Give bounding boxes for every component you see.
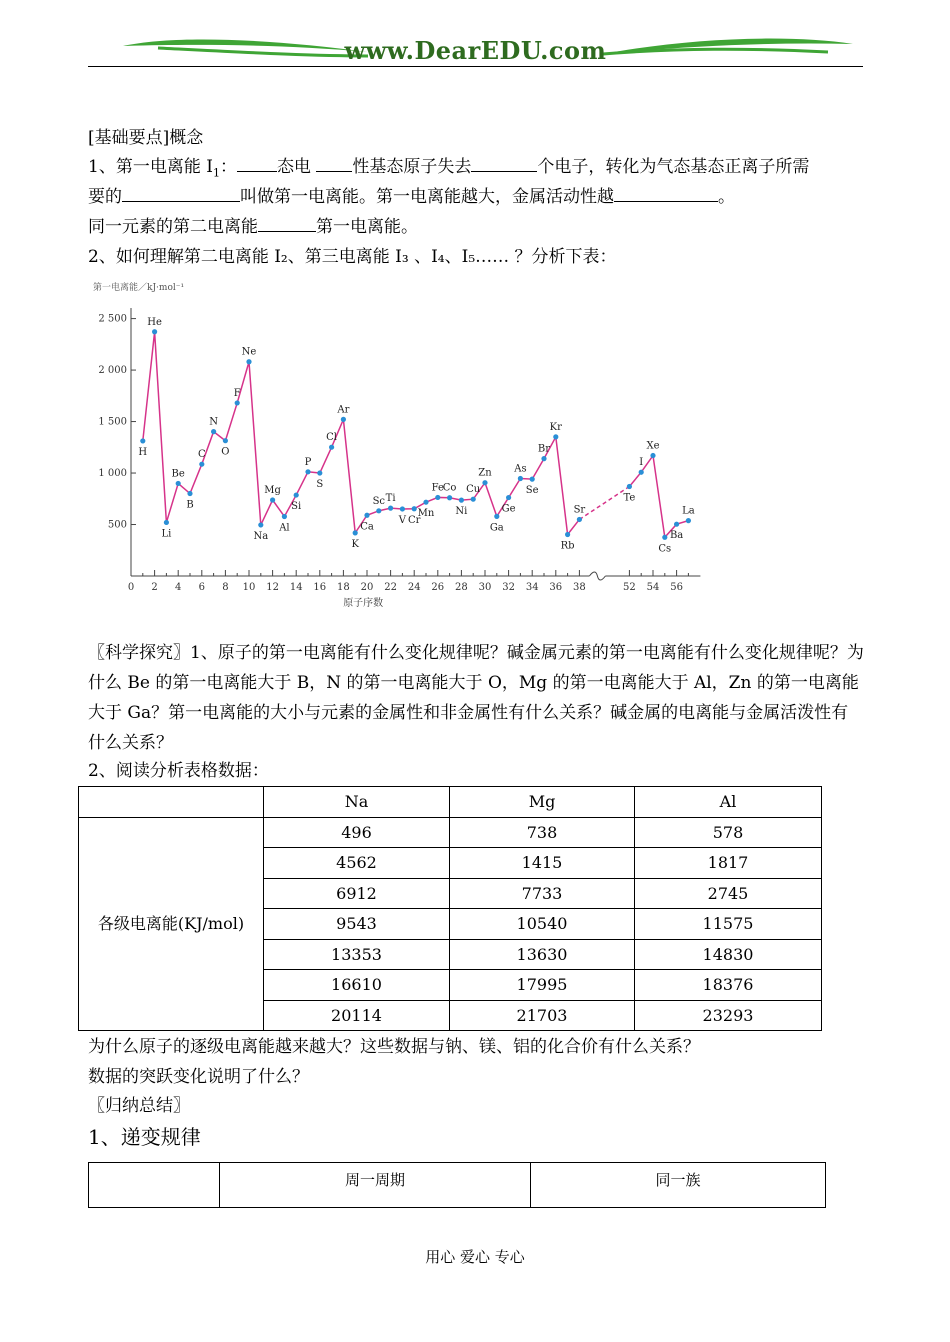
- point-label: N: [209, 416, 218, 428]
- ionization-energy-chart: [88, 278, 708, 618]
- x-tick-label: 16: [313, 582, 327, 593]
- y-tick-label: 500: [107, 519, 127, 531]
- data-point: [435, 495, 440, 500]
- table-cell: 1415: [450, 848, 635, 879]
- header-cell: Al: [635, 787, 822, 818]
- text: 1、第一电离能 I: [88, 157, 213, 177]
- header-cell: [79, 787, 264, 818]
- data-point: [364, 513, 369, 518]
- point-label: Ge: [501, 503, 516, 515]
- data-point: [258, 522, 263, 527]
- series-line-dashed: [579, 487, 629, 520]
- table-cell: 11575: [635, 909, 822, 940]
- table-cell: 2745: [635, 878, 822, 909]
- x-tick-label: 52: [623, 582, 636, 593]
- x-tick-label: 22: [384, 582, 397, 593]
- x-tick-label: 10: [242, 582, 256, 593]
- table-cell: 738: [450, 817, 635, 848]
- x-tick-label: 28: [455, 582, 468, 593]
- y-tick-label: 2 000: [98, 365, 127, 377]
- point-label: S: [316, 479, 324, 491]
- data-point: [211, 429, 216, 434]
- data-point: [627, 484, 632, 489]
- ionization-table: [78, 786, 822, 1031]
- trend-subtitle: 1、递变规律: [88, 1125, 201, 1149]
- trend-table: [88, 1162, 826, 1208]
- data-point: [447, 495, 452, 500]
- point-label: Mg: [264, 485, 281, 497]
- question-jump: 数据的突跃变化说明了什么？: [88, 1067, 309, 1087]
- table-cell: 7733: [450, 878, 635, 909]
- table-cell: 578: [635, 817, 822, 848]
- science-inquiry-paragraph: 〖科学探究〗1、原子的第一电离能有什么变化规律呢？碱金属元素的第一电离能有什么变化规律呢？为什么 Be 的第一电离能大于 B，N 的第一电离能大于 O，Mg 的第一电离能大于 Al，Zn 的第一电离能大于 Ga？第一电离能的大小与元素的金属性和非金属性有什么关系？碱金属的电离能与金属活泼性有什么关系？: [88, 643, 864, 753]
- data-point: [565, 532, 570, 537]
- fill-blank[interactable]: [258, 213, 316, 232]
- text: ：: [219, 157, 237, 177]
- data-point: [376, 508, 381, 513]
- x-axis-label: 原子序数: [343, 598, 384, 609]
- point-label: Al: [279, 522, 290, 534]
- point-label: F: [233, 387, 241, 399]
- data-point: [246, 359, 251, 364]
- table-cell: 23293: [635, 1000, 822, 1031]
- x-tick-label: 36: [549, 582, 563, 593]
- data-point: [639, 470, 644, 475]
- data-point: [305, 469, 310, 474]
- site-logo-text[interactable]: www.DearEDU.com: [344, 36, 607, 65]
- data-point: [140, 438, 145, 443]
- point-label: Br: [537, 443, 551, 455]
- data-point: [553, 434, 558, 439]
- header-cell: 周一周期: [220, 1163, 531, 1208]
- table-row: [79, 817, 822, 848]
- point-label: La: [682, 505, 695, 517]
- text: 个电子，转化为气态基态正离子所需: [537, 157, 810, 177]
- header-cell: [89, 1163, 220, 1208]
- x-tick-label: 4: [175, 582, 182, 593]
- point-label: Li: [161, 528, 172, 540]
- point-label: He: [147, 316, 162, 328]
- point-label: Te: [623, 492, 636, 504]
- data-point: [282, 514, 287, 519]
- data-point: [341, 417, 346, 422]
- data-point: [662, 535, 667, 540]
- data-point: [176, 481, 181, 486]
- point-label: C: [197, 449, 206, 461]
- table-header-row: [79, 787, 822, 818]
- x-axis-break: [589, 572, 605, 580]
- text: 要的: [88, 187, 122, 207]
- text: 态电: [276, 157, 317, 177]
- point-label: Cr: [407, 514, 421, 526]
- point-label: Ca: [360, 521, 374, 533]
- x-tick-label: 24: [407, 582, 421, 593]
- data-point: [530, 477, 535, 482]
- table-cell: 4562: [264, 848, 450, 879]
- data-point: [270, 497, 275, 502]
- table-cell: 13630: [450, 939, 635, 970]
- x-tick-label: 8: [222, 582, 229, 593]
- y-tick-label: 1 500: [98, 416, 127, 428]
- page-footer: 用心 爱心 专心: [425, 1248, 525, 1266]
- fill-blank[interactable]: [316, 153, 352, 172]
- table-cell: 20114: [264, 1000, 450, 1031]
- point-label: O: [221, 446, 230, 458]
- text: 叫做第一电离能。第一电离能越大，金属活动性越: [240, 187, 614, 207]
- question-valence: 为什么原子的逐级电离能越来越大？这些数据与钠、镁、铝的化合价有什么关系？: [88, 1037, 700, 1057]
- table-cell: 16610: [264, 970, 450, 1001]
- data-point: [650, 453, 655, 458]
- y-axis-label: 第一电离能／kJ·mol⁻¹: [93, 283, 185, 293]
- point-label: Cl: [326, 432, 338, 444]
- point-label: Ar: [337, 404, 350, 416]
- data-point: [152, 329, 157, 334]
- point-label: Be: [171, 468, 185, 480]
- x-tick-label: 32: [502, 582, 515, 593]
- point-label: Rb: [560, 540, 575, 552]
- point-label: Ti: [385, 493, 396, 505]
- header-cell: Mg: [450, 787, 635, 818]
- page-header: [88, 30, 863, 70]
- x-tick-label: 18: [337, 582, 350, 593]
- point-label: Ga: [489, 522, 504, 534]
- x-tick-label: 6: [198, 582, 205, 593]
- point-label: As: [514, 463, 527, 475]
- x-tick-label: 54: [646, 582, 660, 593]
- point-label: Fe: [431, 482, 444, 494]
- point-label: K: [351, 538, 359, 550]
- point-label: P: [304, 456, 312, 468]
- table-cell: 9543: [264, 909, 450, 940]
- fill-blank[interactable]: [237, 153, 277, 172]
- point-label: Ni: [455, 506, 468, 518]
- header-cell: 同一族: [531, 1163, 826, 1208]
- fill-blank[interactable]: [122, 183, 240, 202]
- data-point: [471, 497, 476, 502]
- x-tick-label: 0: [127, 582, 135, 593]
- data-point: [459, 498, 464, 503]
- data-point: [164, 520, 169, 525]
- point-label: Cu: [466, 484, 481, 496]
- x-tick-label: 20: [360, 582, 374, 593]
- fill-blank[interactable]: [614, 183, 718, 202]
- point-label: Sr: [573, 504, 586, 516]
- point-label: H: [138, 446, 148, 458]
- data-point: [423, 500, 428, 505]
- point-label: Xe: [646, 440, 660, 452]
- data-point: [199, 462, 204, 467]
- data-point: [686, 518, 691, 523]
- point-label: Se: [525, 485, 539, 497]
- data-point: [329, 445, 334, 450]
- data-point: [494, 514, 499, 519]
- x-tick-label: 30: [478, 582, 492, 593]
- data-point: [294, 492, 299, 497]
- x-tick-label: 2: [151, 582, 158, 593]
- point-label: Zn: [478, 467, 492, 479]
- question-line-2: [88, 182, 735, 212]
- x-tick-label: 56: [670, 582, 683, 593]
- point-label: Sc: [372, 495, 386, 507]
- data-point: [235, 400, 240, 405]
- x-tick-label: 34: [525, 582, 539, 593]
- data-point: [674, 522, 679, 527]
- data-point: [400, 506, 405, 511]
- point-label: Si: [291, 501, 302, 513]
- row-label-cell: 各级电离能(KJ/mol): [79, 817, 264, 1031]
- text: 第一电离能。: [316, 217, 418, 237]
- question-line-3: [88, 212, 418, 242]
- data-point: [541, 456, 546, 461]
- point-label: Kr: [549, 421, 562, 433]
- table-cell: 21703: [450, 1000, 635, 1031]
- point-label: Co: [442, 482, 457, 494]
- point-label: I: [639, 457, 644, 469]
- y-tick-label: 1 000: [98, 468, 127, 480]
- data-point: [412, 506, 417, 511]
- text: 同一元素的第二电离能: [88, 217, 258, 237]
- table-header-row: [89, 1163, 826, 1208]
- subscript: 1: [212, 166, 220, 180]
- header-cell: Na: [264, 787, 450, 818]
- table-cell: 18376: [635, 970, 822, 1001]
- data-point: [353, 530, 358, 535]
- section-title: [基础要点]概念: [88, 128, 204, 148]
- x-tick-label: 12: [266, 582, 279, 593]
- data-point: [187, 491, 192, 496]
- table-cell: 13353: [264, 939, 450, 970]
- series-line: [568, 519, 580, 534]
- table-cell: 496: [264, 817, 450, 848]
- table-cell: 17995: [450, 970, 635, 1001]
- point-label: Ba: [669, 530, 684, 542]
- question-line-4: 2、如何理解第二电离能 I₂、第三电离能 I₃ 、I₄、I₅…… ？分析下表：: [88, 247, 617, 267]
- question-read-table: 2、阅读分析表格数据：: [88, 761, 269, 781]
- text: 。: [718, 187, 735, 207]
- point-label: Ne: [241, 346, 257, 358]
- data-point: [388, 506, 393, 511]
- fill-blank[interactable]: [471, 153, 537, 172]
- x-tick-label: 26: [431, 582, 445, 593]
- data-point: [577, 517, 582, 522]
- x-tick-label: 14: [289, 582, 303, 593]
- text: 性基态原子失去: [352, 157, 472, 177]
- data-point: [223, 438, 228, 443]
- table-cell: 10540: [450, 909, 635, 940]
- point-label: Cs: [658, 543, 672, 555]
- data-point: [482, 480, 487, 485]
- data-point: [518, 476, 523, 481]
- chart-svg: [88, 278, 708, 618]
- x-tick-label: 38: [573, 582, 586, 593]
- table-cell: 1817: [635, 848, 822, 879]
- data-point: [506, 495, 511, 500]
- table-cell: 14830: [635, 939, 822, 970]
- table-cell: 6912: [264, 878, 450, 909]
- point-label: Mn: [417, 508, 435, 520]
- summary-title: 〖归纳总结〗: [88, 1096, 190, 1116]
- point-label: Na: [253, 530, 269, 542]
- point-label: B: [186, 499, 194, 511]
- header-divider: [88, 66, 863, 67]
- data-point: [317, 470, 322, 475]
- point-label: V: [398, 514, 407, 526]
- y-tick-label: 2 500: [98, 313, 127, 325]
